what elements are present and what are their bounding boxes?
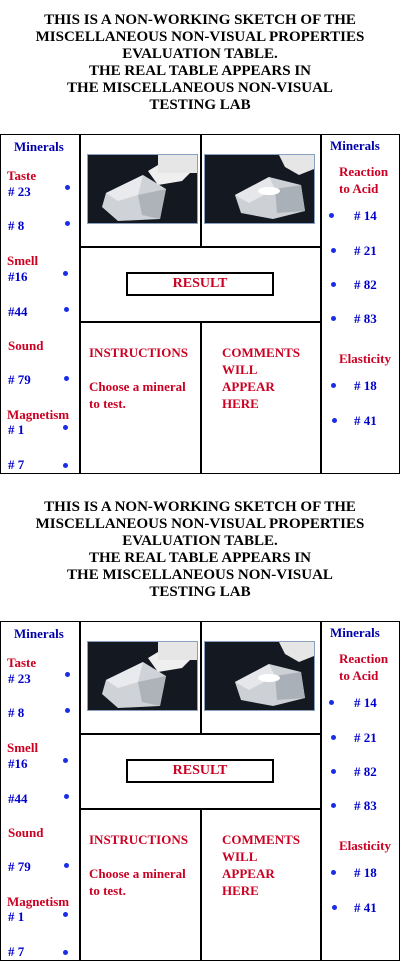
sketch-panel-1 (0, 0, 400, 487)
mineral-link-18[interactable]: # 18 (354, 865, 377, 880)
mineral-link-41[interactable]: # 41 (354, 900, 377, 915)
sketch-panel-2 (0, 487, 400, 974)
mineral-link-83[interactable]: # 83 (354, 798, 377, 813)
comments-line: HERE (222, 396, 259, 411)
mineral-link-16[interactable]: #16 (8, 756, 28, 771)
mineral-photo-before (87, 154, 198, 224)
smell-label: Smell (7, 253, 39, 268)
header-line: TESTING LAB (149, 97, 251, 113)
mineral-dot-16[interactable] (63, 758, 68, 763)
mineral-link-16[interactable]: #16 (8, 269, 28, 284)
header-line: THE REAL TABLE APPEARS IN (88, 63, 311, 79)
divider (79, 321, 322, 323)
instructions-line: Choose a mineral (89, 866, 186, 881)
mineral-link-23[interactable]: # 23 (8, 184, 31, 199)
header-line: THIS IS A NON-WORKING SKETCH OF THE (44, 12, 356, 28)
mineral-link-1[interactable]: # 1 (8, 422, 25, 437)
sound-label: Sound (8, 338, 44, 353)
mineral-dot-8[interactable] (65, 221, 70, 226)
divider (79, 808, 322, 810)
header-line: THIS IS A NON-WORKING SKETCH OF THE (44, 499, 356, 515)
mineral-dot-21[interactable] (331, 735, 336, 740)
header-line: MISCELLANEOUS NON-VISUAL PROPERTIES (35, 516, 365, 532)
header-notice (0, 499, 400, 601)
mineral-dot-1[interactable] (63, 912, 68, 917)
instructions-line: to test. (89, 883, 126, 898)
mineral-dot-21[interactable] (331, 248, 336, 253)
mineral-photo-after (204, 641, 315, 711)
header-line: THE MISCELLANEOUS NON-VISUAL (67, 567, 333, 583)
mineral-dot-79[interactable] (64, 376, 69, 381)
mineral-photo-before (87, 641, 198, 711)
result-display: RESULT (126, 272, 274, 296)
header-line: THE REAL TABLE APPEARS IN (88, 550, 311, 566)
mineral-dot-44[interactable] (64, 307, 69, 312)
comments-line: APPEAR (222, 866, 275, 881)
comments-line: WILL (222, 849, 258, 864)
elasticity-label: Elasticity (339, 838, 391, 853)
header-line: EVALUATION TABLE. (122, 46, 278, 62)
divider (79, 135, 81, 473)
mineral-dot-16[interactable] (63, 271, 68, 276)
comments-line: HERE (222, 883, 259, 898)
reaction-label-line: to Acid (339, 181, 379, 196)
magnetism-label: Magnetism (7, 407, 70, 422)
mineral-dot-14[interactable] (329, 213, 334, 218)
mineral-dot-44[interactable] (64, 794, 69, 799)
instructions-line: to test. (89, 396, 126, 411)
mineral-link-44[interactable]: #44 (8, 791, 28, 806)
mineral-link-7[interactable]: # 7 (8, 944, 25, 959)
mineral-link-21[interactable]: # 21 (354, 730, 377, 745)
divider (200, 622, 202, 735)
header-line: TESTING LAB (149, 584, 251, 600)
mineral-link-41[interactable]: # 41 (354, 413, 377, 428)
mineral-dot-18[interactable] (331, 383, 336, 388)
mineral-link-8[interactable]: # 8 (8, 218, 25, 233)
left-minerals-title: Minerals (14, 139, 64, 154)
mineral-dot-79[interactable] (64, 863, 69, 868)
sound-label: Sound (8, 825, 44, 840)
mineral-dot-23[interactable] (65, 672, 70, 677)
reaction-label-line: to Acid (339, 668, 379, 683)
header-notice (0, 12, 400, 114)
taste-label: Taste (7, 168, 37, 183)
divider (79, 622, 81, 960)
divider (200, 808, 202, 960)
comments-line: WILL (222, 362, 258, 377)
mineral-link-83[interactable]: # 83 (354, 311, 377, 326)
divider (320, 622, 322, 960)
mineral-link-8[interactable]: # 8 (8, 705, 25, 720)
divider (79, 733, 322, 735)
magnetism-label: Magnetism (7, 894, 70, 909)
right-minerals-title: Minerals (330, 138, 380, 153)
mineral-dot-18[interactable] (331, 870, 336, 875)
comments-line: COMMENTS (222, 345, 300, 360)
mineral-link-1[interactable]: # 1 (8, 909, 25, 924)
mineral-link-82[interactable]: # 82 (354, 277, 377, 292)
smell-label: Smell (7, 740, 39, 755)
instructions-title: INSTRUCTIONS (89, 832, 188, 847)
instructions-title: INSTRUCTIONS (89, 345, 188, 360)
mineral-dot-82[interactable] (331, 769, 336, 774)
mineral-dot-8[interactable] (65, 708, 70, 713)
mineral-photo-after (204, 154, 315, 224)
mineral-link-44[interactable]: #44 (8, 304, 28, 319)
right-minerals-title: Minerals (330, 625, 380, 640)
mineral-dot-41[interactable] (332, 905, 337, 910)
instructions-line: Choose a mineral (89, 379, 186, 394)
mineral-link-79[interactable]: # 79 (8, 859, 31, 874)
divider (200, 135, 202, 248)
mineral-dot-14[interactable] (329, 700, 334, 705)
mineral-link-23[interactable]: # 23 (8, 671, 31, 686)
mineral-link-82[interactable]: # 82 (354, 764, 377, 779)
mineral-dot-1[interactable] (63, 425, 68, 430)
elasticity-label: Elasticity (339, 351, 391, 366)
mineral-dot-23[interactable] (65, 185, 70, 190)
result-display: RESULT (126, 759, 274, 783)
header-line: THE MISCELLANEOUS NON-VISUAL (67, 80, 333, 96)
left-minerals-title: Minerals (14, 626, 64, 641)
header-line: EVALUATION TABLE. (122, 533, 278, 549)
taste-label: Taste (7, 655, 37, 670)
mineral-dot-7[interactable] (63, 950, 68, 955)
mineral-dot-83[interactable] (331, 316, 336, 321)
divider (320, 135, 322, 473)
mineral-link-79[interactable]: # 79 (8, 372, 31, 387)
reaction-label-line: Reaction (339, 651, 389, 666)
mineral-link-21[interactable]: # 21 (354, 243, 377, 258)
evaluation-table (0, 621, 400, 961)
mineral-link-18[interactable]: # 18 (354, 378, 377, 393)
mineral-link-14[interactable]: # 14 (354, 208, 377, 223)
comments-line: COMMENTS (222, 832, 300, 847)
header-line: MISCELLANEOUS NON-VISUAL PROPERTIES (35, 29, 365, 45)
mineral-dot-83[interactable] (331, 803, 336, 808)
evaluation-table (0, 134, 400, 474)
mineral-dot-7[interactable] (63, 463, 68, 468)
mineral-dot-41[interactable] (332, 418, 337, 423)
comments-line: APPEAR (222, 379, 275, 394)
mineral-link-7[interactable]: # 7 (8, 457, 25, 472)
reaction-label-line: Reaction (339, 164, 389, 179)
mineral-link-14[interactable]: # 14 (354, 695, 377, 710)
divider (79, 246, 322, 248)
mineral-dot-82[interactable] (331, 282, 336, 287)
divider (200, 321, 202, 473)
